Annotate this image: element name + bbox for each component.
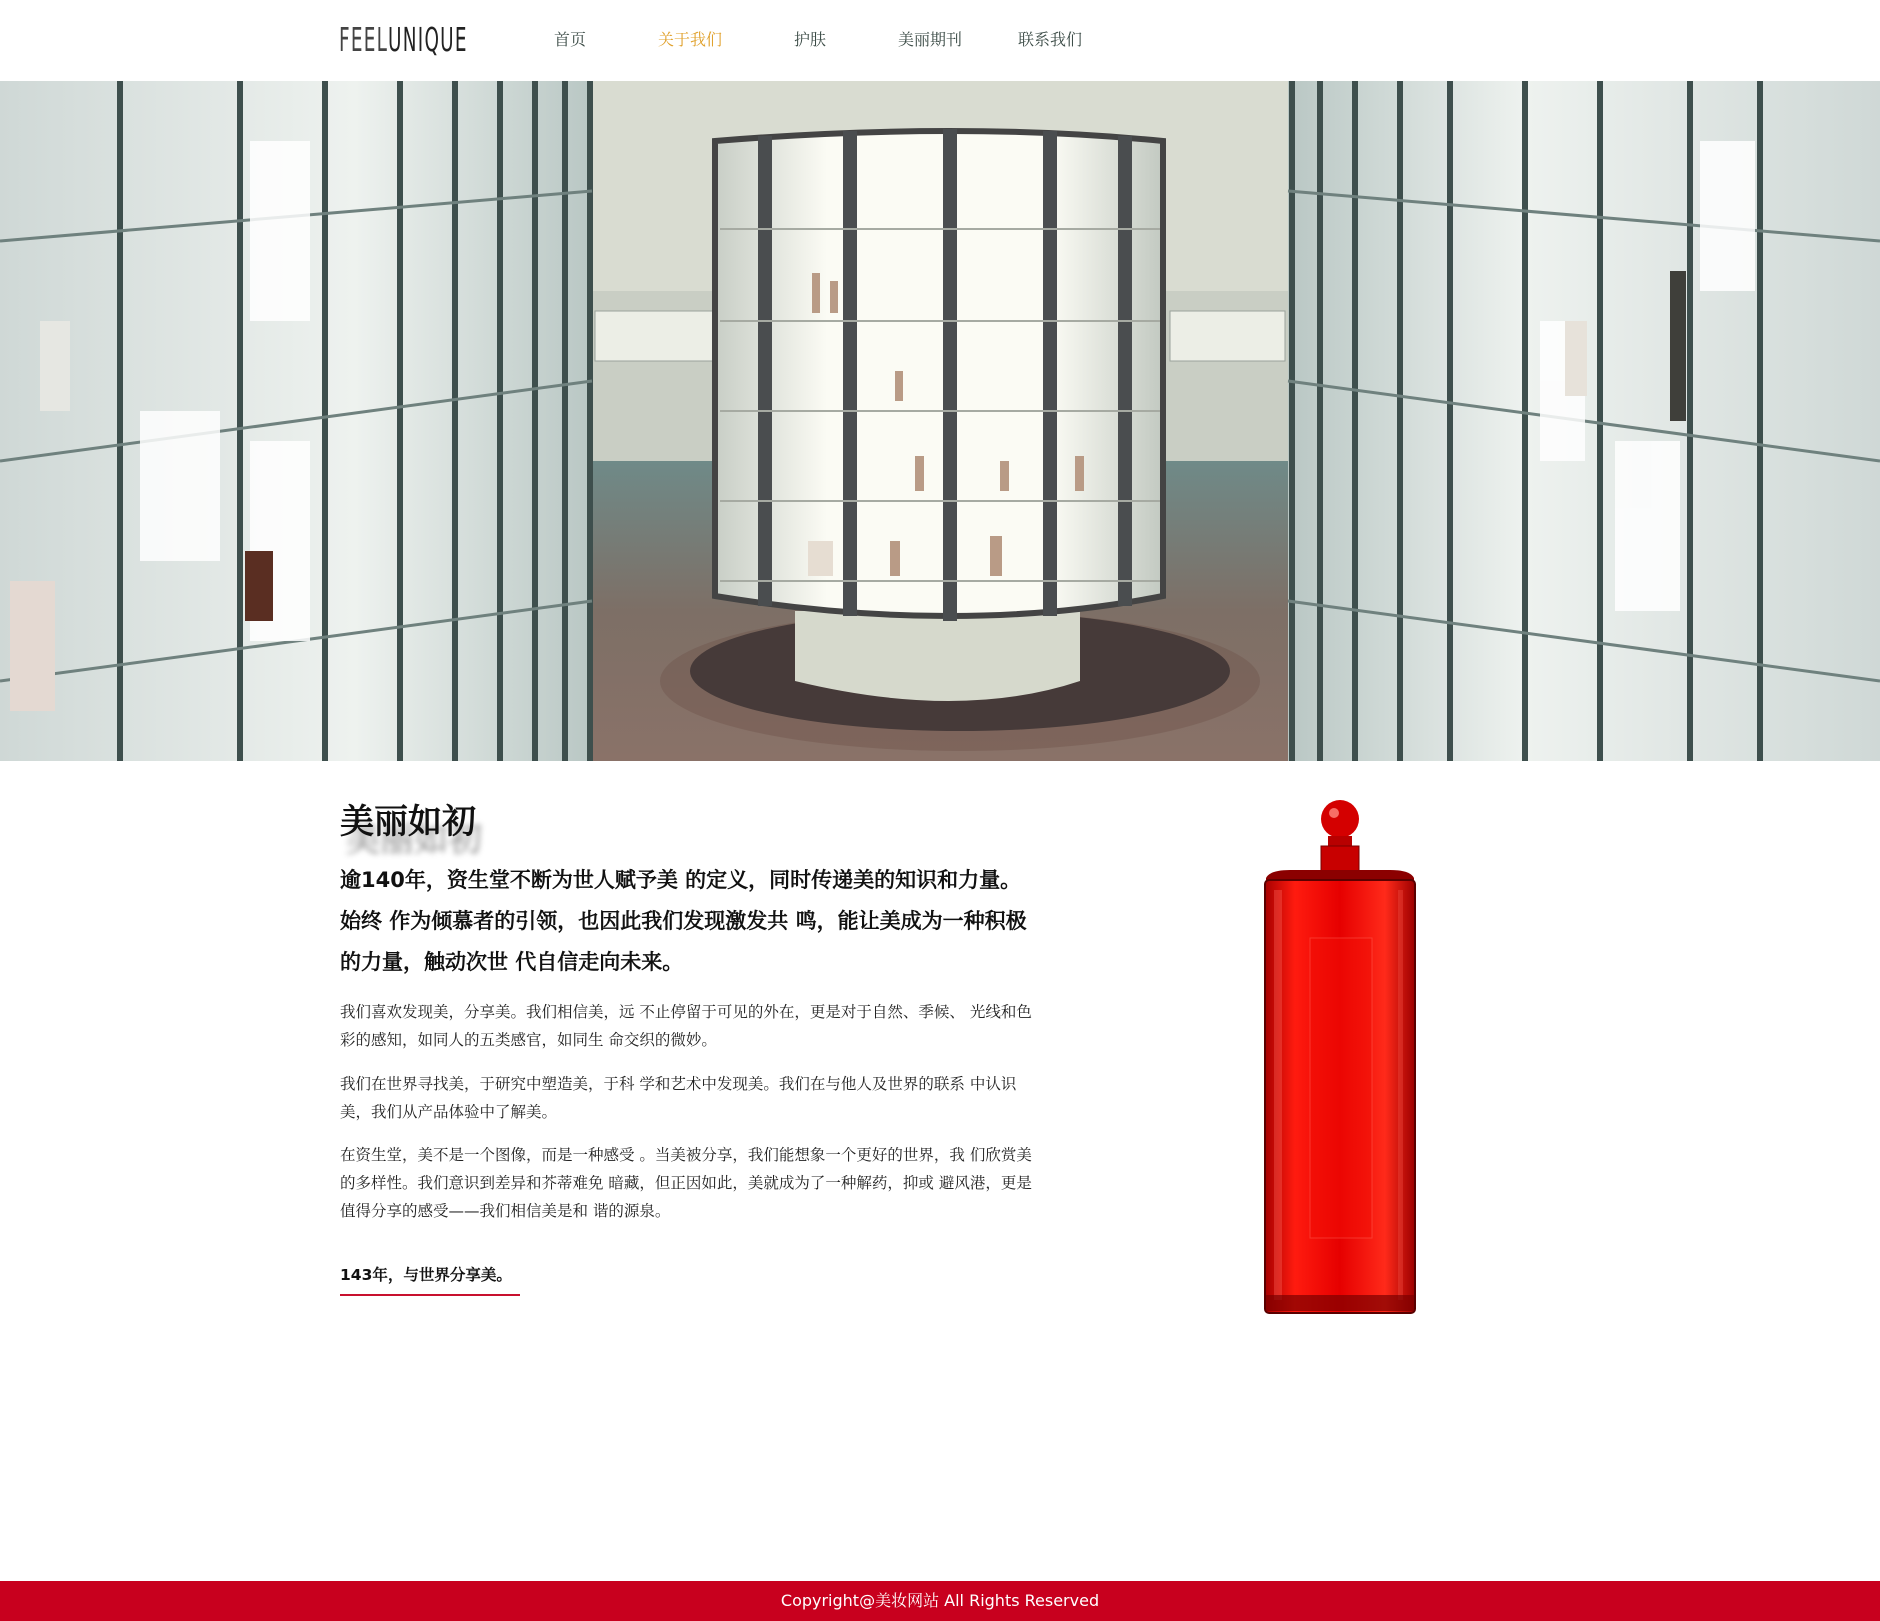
body-paragraph: 在资生堂，美不是一个图像，而是一种感受 。当美被分享，我们能想象一个更好的世界，我 们欣赏美的多样性。我们意识到差异和芥蒂难免 暗藏，但正因如此，美就成为了一种解药，抑或 避风港，更是值得分享的感受——我们相信美是和 谐的源泉。 [340, 1146, 1032, 1220]
site-footer [0, 1581, 1880, 1621]
nav-item-journal[interactable]: 美丽期刊 [897, 30, 963, 49]
red-bottle-illustration [1230, 780, 1450, 1320]
page-title: 美丽如初 [340, 802, 476, 842]
brand-logo[interactable] [339, 22, 468, 58]
nav-item-contact[interactable]: 联系我们 [1017, 30, 1083, 49]
nav-item-home[interactable]: 首页 [553, 30, 587, 49]
nav-item-about[interactable]: 关于我们 [657, 30, 723, 49]
tagline-link[interactable]: 143年，与世界分享美。 [340, 1266, 512, 1284]
hero-banner-image [0, 81, 1880, 761]
copyright-text: Copyright@美妆网站 All Rights Reserved [780, 1591, 1100, 1610]
museum-display-illustration [0, 81, 1880, 761]
logo-text-feel: FEEL [339, 20, 389, 59]
lead-paragraph: 逾140年，资生堂不断为世人赋予美 的定义，同时传递美的知识和力量。始终 作为倾慕者的引领，也因此我们发现激发共 鸣，能让美成为一种积极的力量，触动次世 代自信走向未来。 [340, 868, 1027, 974]
tagline-underline [340, 1294, 520, 1296]
site-header [0, 0, 1880, 81]
logo-text-unique: UNIQUE [388, 20, 468, 59]
body-paragraph: 我们喜欢发现美，分享美。我们相信美，远 不止停留于可见的外在，更是对于自然、季候、 光线和色彩的感知，如同人的五类感官，如同生 命交织的微妙。 [340, 1003, 1032, 1049]
product-bottle-image [1230, 780, 1450, 1320]
body-paragraph: 我们在世界寻找美，于研究中塑造美，于科 学和艺术中发现美。我们在与他人及世界的联系 中认识美，我们从产品体验中了解美。 [340, 1075, 1017, 1121]
nav-item-skincare[interactable]: 护肤 [793, 30, 827, 49]
